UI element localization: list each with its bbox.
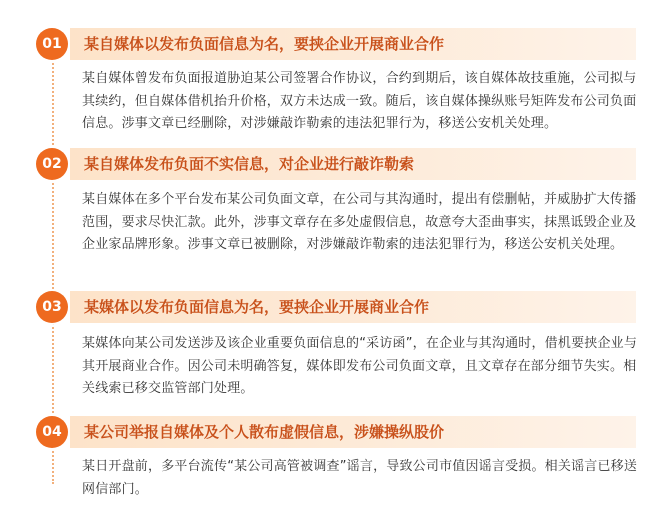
case-title: 某媒体以发布负面信息为名，要挟企业开展商业合作 — [84, 298, 430, 316]
case-number-badge: 04 — [36, 416, 68, 448]
case-header-bar — [70, 148, 636, 180]
case-number-badge: 02 — [36, 148, 68, 180]
case-header-bar — [70, 28, 636, 60]
case-body: 某日开盘前，多平台流传“某公司高管被调查”谣言，导致公司市值因谣言受损。相关谣言已移送网信部门。 — [82, 459, 638, 497]
case-body: 某自媒体在多个平台发布某公司负面文章，在公司与其沟通时，提出有偿删帖，并威胁扩大传播范围，要求尽快汇款。此外，涉事文章存在多处虚假信息，故意夸大歪曲事实，抹黑诋毁企业及企业家品牌形象。涉事文章已被删除，对涉嫌敲诈勒索的违法犯罪行为，移送公安机关处理。 — [82, 192, 637, 252]
case-body: 某自媒体曾发布负面报道胁迫某公司签署合作协议，合约到期后，该自媒体故技重施，公司拟与其续约，但自媒体借机抬升价格，双方未达成一致。随后，该自媒体操纵账号矩阵发布公司负面信息。涉事文章已经删除，对涉嫌敲诈勒索的违法犯罪行为，移送公安机关处理。 — [82, 71, 637, 131]
case-number-badge: 03 — [36, 291, 68, 323]
case-header-bar — [70, 416, 636, 448]
case-title: 某公司举报自媒体及个人散布虚假信息，涉嫌操纵股价 — [84, 423, 445, 441]
case-body: 某媒体向某公司发送涉及该企业重要负面信息的“采访函”，在企业与其沟通时，借机要挟企业与其开展商业合作。因公司未明确答复，媒体即发布公司负面文章，且文章存在部分细节失实。相关线索已移交监管部门处理。 — [82, 336, 638, 396]
case-header-bar — [70, 291, 636, 323]
case-title: 某自媒体发布负面不实信息，对企业进行敲诈勒索 — [84, 155, 415, 173]
case-number-badge: 01 — [36, 28, 68, 60]
case-title: 某自媒体以发布负面信息为名，要挟企业开展商业合作 — [84, 35, 445, 53]
